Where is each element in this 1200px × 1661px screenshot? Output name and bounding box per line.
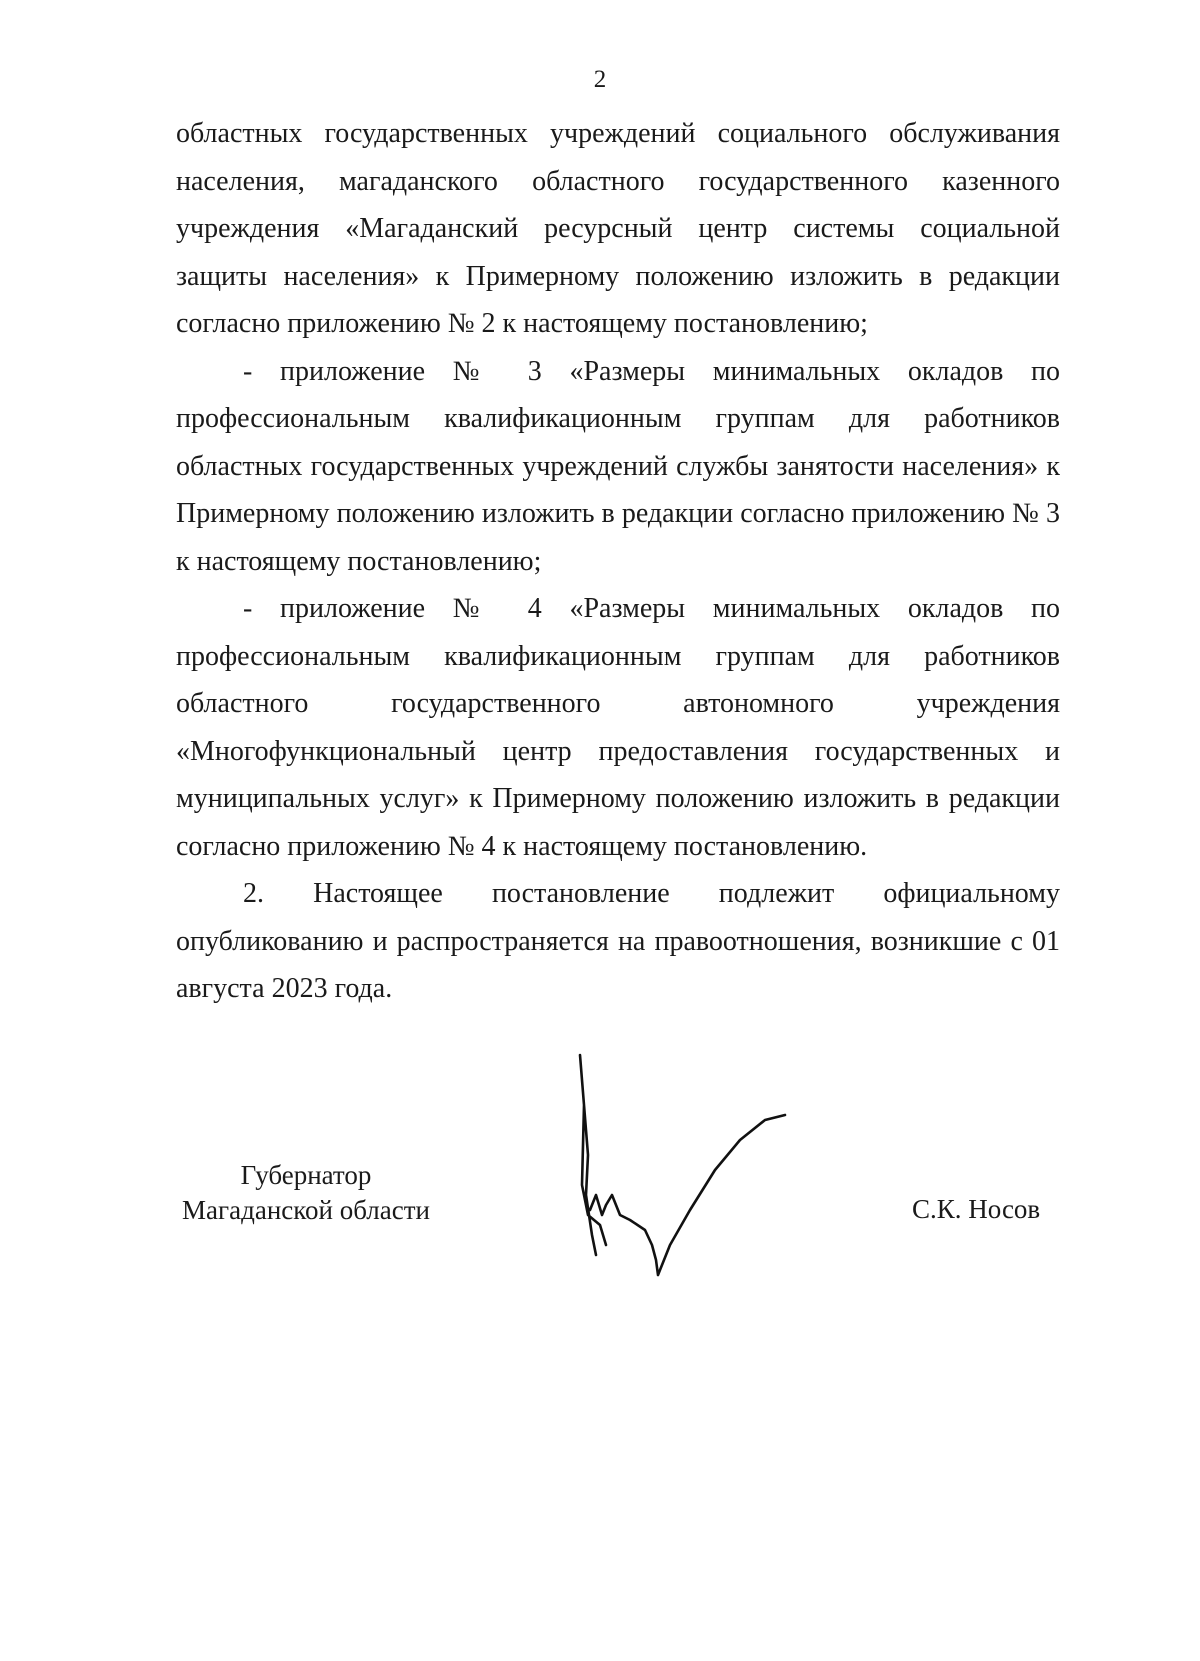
paragraph-appendix-3: - приложение № 3 «Размеры минимальных окладов по профессиональным квалификационным группам для работников областных государственных учреждений службы занятости населения» к Примерному положению изложить в редакции согласно приложению № 3 к настоящему постановлению; <box>176 355 1060 577</box>
paragraph-continuation: областных государственных учреждений социального обслуживания населения, магаданского областного государственного казенного учреждения «Магаданский ресурсный центр системы социальной защиты населения» к Примерному положению изложить в редакции согласно приложению № 2 к настоящему постановлению; <box>176 118 1060 339</box>
document-body <box>176 110 1060 1013</box>
signatory-title <box>166 1158 446 1228</box>
handwritten-signature <box>560 1045 840 1315</box>
signatory-title-line2: Магаданской области <box>182 1195 430 1225</box>
signatory-name: С.К. Носов <box>912 1194 1041 1224</box>
page-number: 2 <box>593 66 607 93</box>
signatory-title-line1: Губернатор <box>240 1160 372 1190</box>
paragraph-publication: 2. Настоящее постановление подлежит официальному опубликованию и распространяется на правоотношения, возникшие с 01 августа 2023 года. <box>176 878 1060 1004</box>
paragraph-appendix-4: - приложение № 4 «Размеры минимальных окладов по профессиональным квалификационным группам для работников областного государственного автономного учреждения «Многофункциональный центр предоставления государственных и муниципальных услуг» к Примерному положению изложить в редакции согласно приложению № 4 к настоящему постановлению. <box>176 593 1060 862</box>
